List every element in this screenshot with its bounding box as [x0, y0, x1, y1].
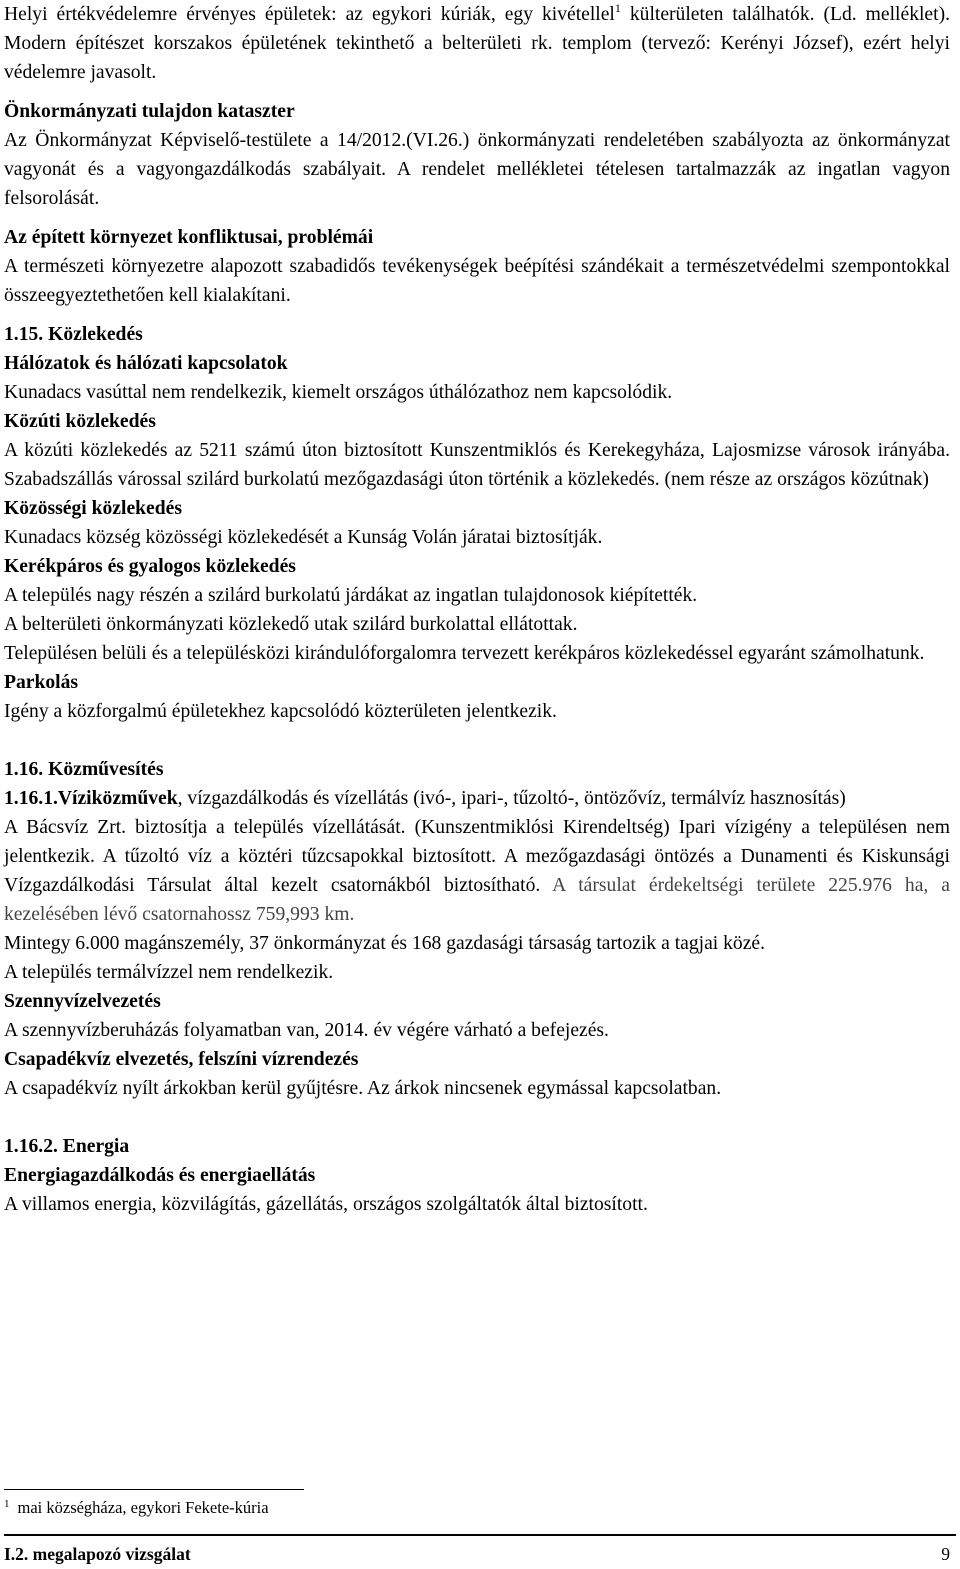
viz-text [4, 813, 950, 929]
viz-heading-rest: , vízgazdálkodás és vízellátás (ivó-, ipari-, tűzoltó-, öntözővíz, termálvíz hasznosítás) [177, 788, 846, 809]
viz-text-a: A Bácsvíz Zrt. biztosítja a település vízellátását. (Kunszentmiklósi Kirendeltség) Ipari vízigény a településen nem jelentkezik. A tűzoltó víz a köztéri tűzcsapokkal biztosított. A mezőgazdasági öntözés a Dunamenti és Kiskunsági Vízgazdálkodási Társulat által kezelt csatornákból biztosítható. [4, 817, 950, 896]
viz-text-b: A társulat érdekeltségi területe 225.976 ha, a kezelésében lévő csatornahossz 759,993 km. [4, 875, 951, 925]
footer-divider [4, 1534, 956, 1536]
termal-text: A település termálvízzel nem rendelkezik. [4, 962, 334, 983]
kozmu-heading: 1.16. Közművesítés [4, 759, 164, 780]
szenny-text: A szennyvízberuházás folyamatban van, 2014. év végére várható a befejezés. [4, 1020, 609, 1041]
viz-heading-num: 1.16.1. [4, 788, 58, 809]
kozossegi-heading: Közösségi közlekedés [4, 498, 182, 519]
document-body [4, 0, 950, 1219]
viz-heading-bold: Víziközművek [57, 788, 178, 809]
footnote-text: mai községháza, egykori Fekete-kúria [17, 1498, 269, 1517]
viz-heading [4, 784, 950, 813]
kozlekedes-heading: 1.15. Közlekedés [4, 324, 143, 345]
footnote-divider [4, 1489, 304, 1490]
kataszter-heading: Önkormányzati tulajdon kataszter [4, 101, 295, 122]
intro-text-a: Helyi értékvédelemre érvényes épületek: az egykori kúriák, egy kivétellel [4, 4, 615, 25]
kerekpar-text-3: Településen belüli és a településközi kirándulóforgalomra tervezett kerékpáros közlekedéssel egyaránt számolhatunk. [4, 643, 925, 664]
tagok-text: Mintegy 6.000 magánszemély, 37 önkormányzat és 168 gazdasági társaság tartozik a tagjai közé. [4, 933, 765, 954]
energia-sub-heading: Energiagazdálkodás és energiaellátás [4, 1165, 316, 1186]
intro-paragraph [4, 0, 950, 87]
kozuti-heading: Közúti közlekedés [4, 411, 156, 432]
intro-text-b: külterületen találhatók. (Ld. melléklet). Modern építészet korszakos épületének tekinthető a belterületi rk. templom (tervező: Kerényi József), ezért helyi védelemre javasolt. [4, 4, 950, 83]
halozat-heading: Hálózatok és hálózati kapcsolatok [4, 353, 288, 374]
csapadek-heading: Csapadékvíz elvezetés, felszíni vízrendezés [4, 1049, 359, 1070]
kozossegi-text: Kunadacs község közösségi közlekedését a Kunság Volán járatai biztosítják. [4, 527, 603, 548]
footnote-number: 1 [4, 1498, 10, 1510]
kerekpar-heading: Kerékpáros és gyalogos közlekedés [4, 556, 296, 577]
szenny-heading: Szennyvízelvezetés [4, 991, 161, 1012]
konfliktus-text: A természeti környezetre alapozott szabadidős tevékenységek beépítési szándékait a természetvédelmi szempontokkal összeegyeztethetően kell kialakítani. [4, 256, 950, 306]
page-footer [4, 1542, 950, 1566]
kerekpar-text-1: A település nagy részén a szilárd burkolatú járdákat az ingatlan tulajdonosok kiépítették. [4, 585, 698, 606]
footer-title: I.2. megalapozó vizsgálat [4, 1544, 191, 1564]
footnote [4, 1496, 269, 1520]
csapadek-text: A csapadékvíz nyílt árkokban kerül gyűjtésre. Az árkok nincsenek egymással kapcsolatban. [4, 1078, 722, 1099]
page-number: 9 [941, 1544, 950, 1564]
footnote-ref[interactable]: 1 [614, 1, 621, 15]
kozuti-text: A közúti közlekedés az 5211 számú úton biztosított Kunszentmiklós és Kerekegyháza, Lajosmizse városok irányába. Szabadszállás várossal szilárd burkolatú mezőgazdasági úton történik a közlekedés. (nem része az országos közútnak) [4, 440, 950, 490]
kataszter-text: Az Önkormányzat Képviselő-testülete a 14/2012.(VI.26.) önkormányzati rendeletében szabályozta az önkormányzat vagyonát és a vagyongazdálkodás szabályait. A rendelet mellékletei tételesen tartalmazzák az ingatlan vagyon felsorolását. [4, 130, 950, 209]
energia-text: A villamos energia, közvilágítás, gázellátás, országos szolgáltatók által biztosított. [4, 1194, 648, 1215]
parkolas-text: Igény a közforgalmú épületekhez kapcsolódó közterületen jelentkezik. [4, 701, 557, 722]
konfliktus-heading: Az épített környezet konfliktusai, problémái [4, 227, 374, 248]
kerekpar-text-2: A belterületi önkormányzati közlekedő utak szilárd burkolattal ellátottak. [4, 614, 578, 635]
halozat-text: Kunadacs vasúttal nem rendelkezik, kiemelt országos úthálózathoz nem kapcsolódik. [4, 382, 673, 403]
energia-heading: 1.16.2. Energia [4, 1136, 130, 1157]
parkolas-heading: Parkolás [4, 672, 79, 693]
